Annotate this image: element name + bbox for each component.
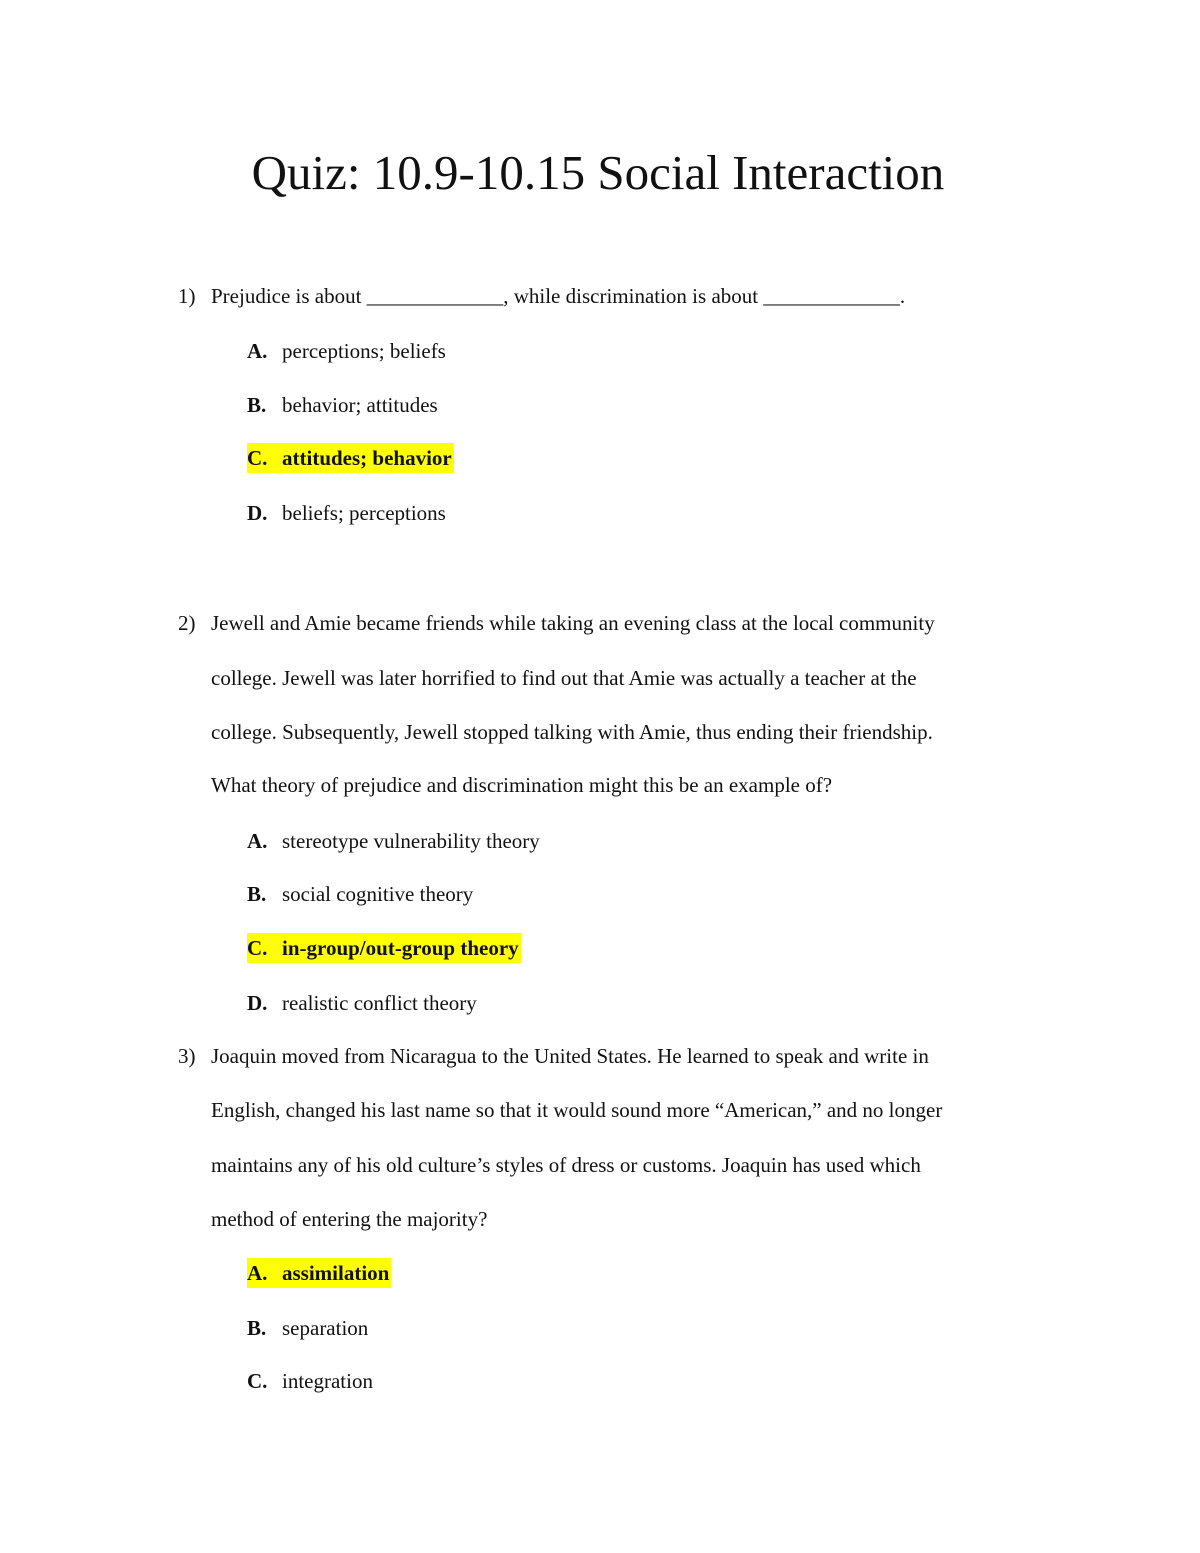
question-text-line: college. Subsequently, Jewell stopped talking with Amie, thus ending their friendship. [211, 720, 933, 744]
option-3b [247, 1313, 368, 1343]
option-1b [247, 390, 438, 420]
option-letter: D. [247, 501, 268, 525]
question-text-line: method of entering the majority? [211, 1207, 488, 1231]
option-text: beliefs; perceptions [282, 501, 446, 525]
question-text-line: maintains any of his old culture’s styles of dress or customs. Joaquin has used which [211, 1153, 921, 1177]
page-title: Quiz: 10.9-10.15 Social Interaction [251, 145, 945, 200]
option-letter: D. [247, 991, 268, 1015]
question-number: 2) [178, 611, 196, 635]
option-text: stereotype vulnerability theory [282, 829, 540, 853]
question-text-line: Jewell and Amie became friends while taking an evening class at the local community [211, 611, 935, 635]
option-3a-correct [247, 1258, 391, 1288]
option-letter: C. [247, 936, 268, 960]
option-2d [247, 988, 477, 1018]
option-letter: B. [247, 393, 267, 417]
option-letter: A. [247, 1261, 268, 1285]
option-text: perceptions; beliefs [282, 339, 446, 363]
option-text: attitudes; behavior [282, 446, 452, 470]
option-3c [247, 1366, 373, 1396]
option-text: integration [282, 1369, 373, 1393]
option-letter: B. [247, 882, 267, 906]
option-1d [247, 498, 446, 528]
option-text: realistic conflict theory [282, 991, 477, 1015]
option-letter: C. [247, 1369, 268, 1393]
option-letter: B. [247, 1316, 267, 1340]
question-number: 3) [178, 1044, 196, 1068]
option-letter: A. [247, 339, 268, 363]
question-text-line: English, changed his last name so that it would sound more “American,” and no longer [211, 1098, 943, 1122]
option-text: behavior; attitudes [282, 393, 438, 417]
question-text-line: What theory of prejudice and discrimination might this be an example of? [211, 773, 833, 797]
question-number: 1) [178, 284, 196, 308]
option-text: in-group/out-group theory [282, 936, 519, 960]
option-2c-correct [247, 933, 521, 963]
option-letter: C. [247, 446, 268, 470]
option-2a [247, 826, 540, 856]
question-text-line: Prejudice is about _____________, while discrimination is about _____________. [211, 284, 906, 308]
question-text-line: Joaquin moved from Nicaragua to the United States. He learned to speak and write in [211, 1044, 929, 1068]
option-text: separation [282, 1316, 369, 1340]
option-text: social cognitive theory [282, 882, 474, 906]
option-2b [247, 879, 473, 909]
option-1c-correct [247, 443, 454, 473]
question-text-line: college. Jewell was later horrified to find out that Amie was actually a teacher at the [211, 666, 917, 690]
option-text: assimilation [282, 1261, 390, 1285]
option-1a [247, 336, 446, 366]
option-letter: A. [247, 829, 268, 853]
